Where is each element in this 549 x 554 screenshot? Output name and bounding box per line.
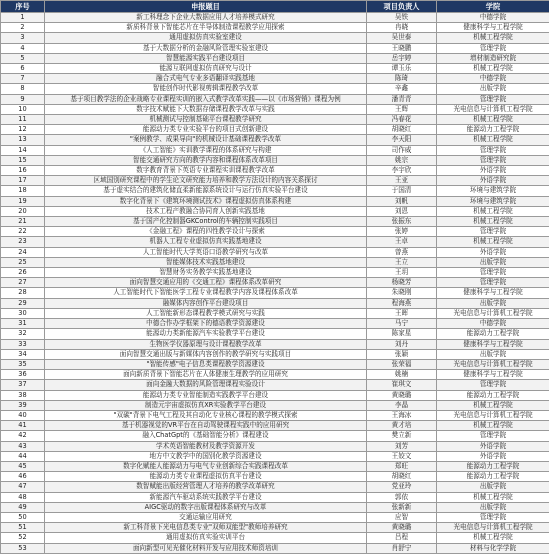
- cell-title: 智能创作时代影视剪辑课程教学改革: [45, 84, 367, 94]
- table-row: [1, 268, 549, 278]
- cell-index: 50: [1, 512, 45, 522]
- table-row: [1, 390, 549, 400]
- cell-college: 能源动力工程学院: [437, 461, 549, 471]
- table-row: [1, 23, 549, 33]
- cell-index: 30: [1, 308, 45, 318]
- cell-title: 面向金融大数据的风险管理课程实验设计: [45, 380, 367, 390]
- cell-index: 12: [1, 125, 45, 135]
- cell-index: 11: [1, 115, 45, 125]
- cell-college: 健康科学与工程学院: [437, 370, 549, 380]
- cell-college: 管理学院: [437, 431, 549, 441]
- cell-title: 交通运输应用研究: [45, 512, 367, 522]
- cell-leader: 王亚: [367, 176, 437, 186]
- cell-college: 能源动力工程学院: [437, 329, 549, 339]
- cell-leader: 黄晓璐: [367, 523, 437, 533]
- cell-leader: 吕程: [367, 533, 437, 543]
- table-row: [1, 227, 549, 237]
- cell-index: 1: [1, 13, 45, 23]
- cell-leader: 黄晓璐: [367, 390, 437, 400]
- cell-college: 机械工程学院: [437, 492, 549, 502]
- cell-title: 能源动力类专业课程虚拟仿真平台建设: [45, 472, 367, 482]
- cell-leader: 冉晓: [367, 23, 437, 33]
- cell-college: 出版学院: [437, 482, 549, 492]
- table-row: [1, 502, 549, 512]
- cell-college: 健康科学与工程学院: [437, 339, 549, 349]
- cell-leader: 曾燕: [367, 247, 437, 257]
- cell-college: 机械工程学院: [437, 115, 549, 125]
- cell-leader: 王晓鹏: [367, 43, 437, 53]
- cell-college: 管理学院: [437, 227, 549, 237]
- cell-college: 光电信息与计算机工程学院: [437, 410, 549, 420]
- cell-index: 18: [1, 186, 45, 196]
- cell-leader: 王姣文: [367, 451, 437, 461]
- cell-index: 31: [1, 319, 45, 329]
- cell-title: 融合式电气专业多语翻译实践基地: [45, 74, 367, 84]
- table-row: [1, 288, 549, 298]
- table-row: [1, 64, 549, 74]
- cell-index: 25: [1, 257, 45, 267]
- cell-leader: 辛鑫: [367, 84, 437, 94]
- cell-leader: 张振东: [367, 217, 437, 227]
- cell-index: 42: [1, 431, 45, 441]
- cell-index: 48: [1, 492, 45, 502]
- table-row: [1, 94, 549, 104]
- cell-leader: 张颖: [367, 349, 437, 359]
- cell-title: 能源动力类专业智能制造实践教学平台建设: [45, 390, 367, 400]
- cell-leader: 姚宗: [367, 155, 437, 165]
- cell-college: 机械工程学院: [437, 33, 549, 43]
- table-row: [1, 329, 549, 339]
- cell-title: 基于大数据分析的金融风险管理实验室建设: [45, 43, 367, 53]
- table-row: [1, 380, 549, 390]
- cell-title: 人工智能新形态课程教学模式研究与实践: [45, 308, 367, 318]
- cell-index: 13: [1, 135, 45, 145]
- cell-index: 21: [1, 217, 45, 227]
- cell-title: 智慧财务实务教学实践基地建设: [45, 268, 367, 278]
- cell-leader: 陈琦: [367, 74, 437, 84]
- table-row: [1, 155, 549, 165]
- cell-title: 新质科背景下智能芯片在半导体制造课程教学应用探索: [45, 23, 367, 33]
- cell-leader: 李晶: [367, 400, 437, 410]
- table-row: [1, 319, 549, 329]
- cell-college: 机械工程学院: [437, 421, 549, 431]
- cell-college: 能源动力工程学院: [437, 472, 549, 482]
- cell-college: 管理学院: [437, 94, 549, 104]
- cell-index: 43: [1, 441, 45, 451]
- cell-title: 通用虚拟仿真实验室建设: [45, 33, 367, 43]
- cell-college: 机械工程学院: [437, 400, 549, 410]
- cell-index: 38: [1, 390, 45, 400]
- cell-title: 通用虚拟仿真实验实训平台: [45, 533, 367, 543]
- cell-college: 能源动力工程学院: [437, 125, 549, 135]
- cell-title: 数智赋能出版经营管理人才培养的教学改革研究: [45, 482, 367, 492]
- cell-leader: 吴世泰: [367, 33, 437, 43]
- cell-index: 29: [1, 298, 45, 308]
- table-row: [1, 533, 549, 543]
- cell-title: 基于虚实结合的建筑化储直柔新能源系统设计与运行仿真实验平台建设: [45, 186, 367, 196]
- cell-title: 数字化赋能人能源动力与电气专业创新综合实践课程改革: [45, 461, 367, 471]
- table-row: [1, 492, 549, 502]
- cell-title: 人工智能时代大学英语口语教学研究与改革: [45, 247, 367, 257]
- cell-leader: 于国清: [367, 186, 437, 196]
- cell-college: 外语学院: [437, 441, 549, 451]
- table-row: [1, 84, 549, 94]
- cell-leader: 胡晓红: [367, 472, 437, 482]
- header-title: 申报题目: [45, 1, 367, 13]
- cell-title: 基于机器视觉的VR平台在自动驾驶课程实践中的应用研究: [45, 421, 367, 431]
- cell-leader: 郑旺: [367, 461, 437, 471]
- cell-college: 外语学院: [437, 247, 549, 257]
- cell-college: 机械工程学院: [437, 237, 549, 247]
- cell-college: 增材制造研究院: [437, 53, 549, 63]
- cell-title: 技术工程产教融合协同育人创新实践基地: [45, 206, 367, 216]
- table-row: [1, 512, 549, 522]
- cell-title: 能源动力类专业实验平台的项目式创新建设: [45, 125, 367, 135]
- cell-college: 管理学院: [437, 43, 549, 53]
- table-row: [1, 237, 549, 247]
- cell-college: 光电信息与计算机工程学院: [437, 523, 549, 533]
- cell-index: 22: [1, 227, 45, 237]
- cell-leader: 马宁: [367, 319, 437, 329]
- cell-leader: 郭依: [367, 492, 437, 502]
- table-row: [1, 206, 549, 216]
- cell-college: 出版学院: [437, 349, 549, 359]
- cell-index: 32: [1, 329, 45, 339]
- table-row: [1, 186, 549, 196]
- cell-college: 健康科学与工程学院: [437, 288, 549, 298]
- cell-leader: 司作威: [367, 145, 437, 155]
- cell-leader: 张婷: [367, 227, 437, 237]
- cell-title: 能源互联网虚拟仿真研究与设计: [45, 64, 367, 74]
- cell-leader: 王海冰: [367, 410, 437, 420]
- cell-index: 26: [1, 268, 45, 278]
- cell-title: 《人工智能》实训教学课程的体系研究与构建: [45, 145, 367, 155]
- cell-leader: 黄才培: [367, 421, 437, 431]
- cell-college: 机械工程学院: [437, 206, 549, 216]
- cell-leader: 王晖: [367, 308, 437, 318]
- table-row: [1, 461, 549, 471]
- cell-college: 外语学院: [437, 166, 549, 176]
- cell-index: 52: [1, 533, 45, 543]
- cell-title: 新工科背景下光电信息类专业"双师双能型"教师培养研究: [45, 523, 367, 533]
- cell-title: 《金融工程》课程的四性教学设计与探索: [45, 227, 367, 237]
- cell-title: 面向智慧交通出版与新媒体内容创作的教学研究与实践项目: [45, 349, 367, 359]
- table-row: [1, 43, 549, 53]
- table-row: [1, 441, 549, 451]
- cell-title: 区域国别研究课程中的学生论文研究能力培养和教学方法设计的内容关系探讨: [45, 176, 367, 186]
- cell-title: 智慧能源实践平台建设项目: [45, 53, 367, 63]
- header-row: [1, 1, 549, 13]
- cell-index: 41: [1, 421, 45, 431]
- cell-index: 45: [1, 461, 45, 471]
- cell-title: 面向智慧交通应用的《交通工程》课程体系改革研究: [45, 278, 367, 288]
- cell-college: 机械工程学院: [437, 217, 549, 227]
- cell-college: 管理学院: [437, 155, 549, 165]
- table-row: [1, 359, 549, 369]
- cell-leader: 朱晓刚: [367, 288, 437, 298]
- cell-title: AIGC驱动的数字出版课程体系研究与改革: [45, 502, 367, 512]
- cell-index: 5: [1, 53, 45, 63]
- cell-college: 出版学院: [437, 84, 549, 94]
- table-row: [1, 339, 549, 349]
- cell-college: 机械工程学院: [437, 533, 549, 543]
- cell-leader: 王辉: [367, 104, 437, 114]
- cell-title: "智能传感"电子信息类课程教学资源建设: [45, 359, 367, 369]
- cell-leader: 樊立新: [367, 431, 437, 441]
- cell-college: 光电信息与计算机工程学院: [437, 308, 549, 318]
- cell-index: 47: [1, 482, 45, 492]
- cell-college: 外语学院: [437, 176, 549, 186]
- cell-leader: 岳宇婷: [367, 53, 437, 63]
- cell-leader: 姚楠: [367, 370, 437, 380]
- cell-title: 学术英语智能教材及教学资源开发: [45, 441, 367, 451]
- cell-college: 健康科学与工程学院: [437, 23, 549, 33]
- cell-index: 37: [1, 380, 45, 390]
- cell-college: 管理学院: [437, 278, 549, 288]
- cell-college: 光电信息与计算机工程学院: [437, 359, 549, 369]
- table-row: [1, 53, 549, 63]
- table-row: [1, 176, 549, 186]
- table-row: [1, 247, 549, 257]
- cell-title: 新工科理念下企业大数据应用人才培养模式研究: [45, 13, 367, 23]
- cell-index: 51: [1, 523, 45, 533]
- cell-college: 中德学院: [437, 319, 549, 329]
- cell-title: 能源动力类新能源汽车实验教学平台建设: [45, 329, 367, 339]
- cell-index: 35: [1, 359, 45, 369]
- table-row: [1, 217, 549, 227]
- table-body: [1, 13, 549, 554]
- cell-leader: 王玥: [367, 268, 437, 278]
- cell-index: 6: [1, 64, 45, 74]
- cell-college: 环境与建筑学院: [437, 196, 549, 206]
- cell-college: 能源动力工程学院: [437, 390, 549, 400]
- cell-title: "双碳"背景下电气工程及其自动化专业核心课程的教学模式探索: [45, 410, 367, 420]
- cell-index: 8: [1, 84, 45, 94]
- cell-index: 10: [1, 104, 45, 114]
- cell-title: 地方中文教学中的国别化教学资源建设: [45, 451, 367, 461]
- cell-leader: 陈家星: [367, 329, 437, 339]
- cell-leader: 肖舒宁: [367, 543, 437, 553]
- table-row: [1, 257, 549, 267]
- cell-index: 39: [1, 400, 45, 410]
- cell-index: 44: [1, 451, 45, 461]
- cell-leader: 吴铁: [367, 13, 437, 23]
- table-row: [1, 74, 549, 84]
- table-row: [1, 125, 549, 135]
- cell-leader: 张荣福: [367, 359, 437, 369]
- header-leader: 项目负责人: [367, 1, 437, 13]
- table-row: [1, 278, 549, 288]
- cell-college: 管理学院: [437, 380, 549, 390]
- cell-index: 14: [1, 145, 45, 155]
- cell-college: 光电信息与计算机工程学院: [437, 104, 549, 114]
- cell-college: 中德学院: [437, 74, 549, 84]
- cell-leader: 刘芳: [367, 441, 437, 451]
- cell-title: 中德合作办学框架下的德语教学资源建设: [45, 319, 367, 329]
- cell-college: 中德学院: [437, 13, 549, 23]
- cell-title: 面向新型可见光催化材料开发与应用技术师资培训: [45, 543, 367, 553]
- cell-college: 出版学院: [437, 502, 549, 512]
- cell-title: 基于国产化控制器GKControl的车辆控制实践项目: [45, 217, 367, 227]
- table-row: [1, 431, 549, 441]
- cell-college: 环境与建筑学院: [437, 186, 549, 196]
- cell-leader: 胡晓红: [367, 125, 437, 135]
- cell-index: 36: [1, 370, 45, 380]
- cell-title: 基于项目教学法的企业战略专业课程实训的嵌入式教学改革实践——以《市场营销》课程为例: [45, 94, 367, 104]
- cell-title: 数字教育背景下英语专业课程实训课程教学改革: [45, 166, 367, 176]
- cell-title: 智能媒体技术实践基地建设: [45, 257, 367, 267]
- table-row: [1, 115, 549, 125]
- cell-leader: 王卓: [367, 237, 437, 247]
- table-row: [1, 410, 549, 420]
- cell-leader: 王立: [367, 257, 437, 267]
- cell-title: 数字技术赋能下大数据存储课程教学改革与实践: [45, 104, 367, 114]
- table-row: [1, 104, 549, 114]
- cell-leader: 应智: [367, 512, 437, 522]
- cell-title: 生物医学仪器原理与设计课程教学改革: [45, 339, 367, 349]
- table-row: [1, 135, 549, 145]
- cell-leader: 刘丹: [367, 339, 437, 349]
- cell-index: 33: [1, 339, 45, 349]
- cell-leader: 谭玉乐: [367, 64, 437, 74]
- cell-index: 20: [1, 206, 45, 216]
- cell-index: 28: [1, 288, 45, 298]
- cell-index: 40: [1, 410, 45, 420]
- cell-index: 27: [1, 278, 45, 288]
- cell-leader: 刘恩: [367, 206, 437, 216]
- table-row: [1, 349, 549, 359]
- header-college: 学院: [437, 1, 549, 13]
- cell-college: 管理学院: [437, 268, 549, 278]
- cell-leader: 冯春花: [367, 115, 437, 125]
- cell-college: 出版学院: [437, 257, 549, 267]
- cell-leader: 张新新: [367, 502, 437, 512]
- cell-index: 16: [1, 166, 45, 176]
- table-row: [1, 451, 549, 461]
- cell-title: 新能源汽车驱动系统实践教学平台建设: [45, 492, 367, 502]
- table-row: [1, 308, 549, 318]
- cell-index: 24: [1, 247, 45, 257]
- table-row: [1, 482, 549, 492]
- cell-index: 49: [1, 502, 45, 512]
- table-row: [1, 400, 549, 410]
- cell-index: 3: [1, 33, 45, 43]
- cell-leader: 潘青青: [367, 94, 437, 104]
- cell-leader: 刘帆: [367, 196, 437, 206]
- cell-title: 机器人工程专业虚拟仿真实践基地建设: [45, 237, 367, 247]
- cell-leader: 李宇欣: [367, 166, 437, 176]
- cell-index: 9: [1, 94, 45, 104]
- cell-college: 出版学院: [437, 298, 549, 308]
- table-row: [1, 196, 549, 206]
- cell-index: 4: [1, 43, 45, 53]
- cell-index: 53: [1, 543, 45, 553]
- table-row: [1, 370, 549, 380]
- cell-index: 46: [1, 472, 45, 482]
- cell-index: 19: [1, 196, 45, 206]
- table-row: [1, 166, 549, 176]
- header-index: 序号: [1, 1, 45, 13]
- cell-index: 34: [1, 349, 45, 359]
- table-row: [1, 298, 549, 308]
- table-row: [1, 421, 549, 431]
- cell-college: 外语学院: [437, 451, 549, 461]
- cell-index: 23: [1, 237, 45, 247]
- cell-title: 智能交通研究方向的教学内容和课程体系改革项目: [45, 155, 367, 165]
- cell-leader: 李天阳: [367, 135, 437, 145]
- cell-leader: 党亚玲: [367, 482, 437, 492]
- cell-title: "案例教学、成果导向"的机械设计基础课程教学改革: [45, 135, 367, 145]
- cell-index: 17: [1, 176, 45, 186]
- cell-index: 7: [1, 74, 45, 84]
- cell-leader: 崔琪文: [367, 380, 437, 390]
- cell-college: 材料与化学学院: [437, 543, 549, 553]
- table-row: [1, 472, 549, 482]
- cell-college: 机械工程学院: [437, 64, 549, 74]
- cell-title: 数字化背景下《建筑环境测试技术》课程虚拟仿真体系构建: [45, 196, 367, 206]
- table-row: [1, 523, 549, 533]
- cell-index: 2: [1, 23, 45, 33]
- table-row: [1, 33, 549, 43]
- cell-college: 机械工程学院: [437, 135, 549, 145]
- table-row: [1, 13, 549, 23]
- cell-title: 面向新质背景下智能芯片在人体健康生理教学的应用研究: [45, 370, 367, 380]
- table-row: [1, 145, 549, 155]
- cell-title: 融媒体内容创作平台建设项目: [45, 298, 367, 308]
- cell-leader: 杨晓芳: [367, 278, 437, 288]
- cell-title: 机械测试与控制基础平台课程教学研究: [45, 115, 367, 125]
- cell-college: 管理学院: [437, 512, 549, 522]
- cell-index: 15: [1, 155, 45, 165]
- cell-leader: 程海燕: [367, 298, 437, 308]
- cell-title: 制造元宇宙虚拟仿真XR实验教学平台建设: [45, 400, 367, 410]
- cell-title: 融入ChatGpt的《基础智能分析》课程建设: [45, 431, 367, 441]
- cell-title: 人工智能时代下智能医学工程专业课程教学内容及课程体系改革: [45, 288, 367, 298]
- cell-college: 管理学院: [437, 145, 549, 155]
